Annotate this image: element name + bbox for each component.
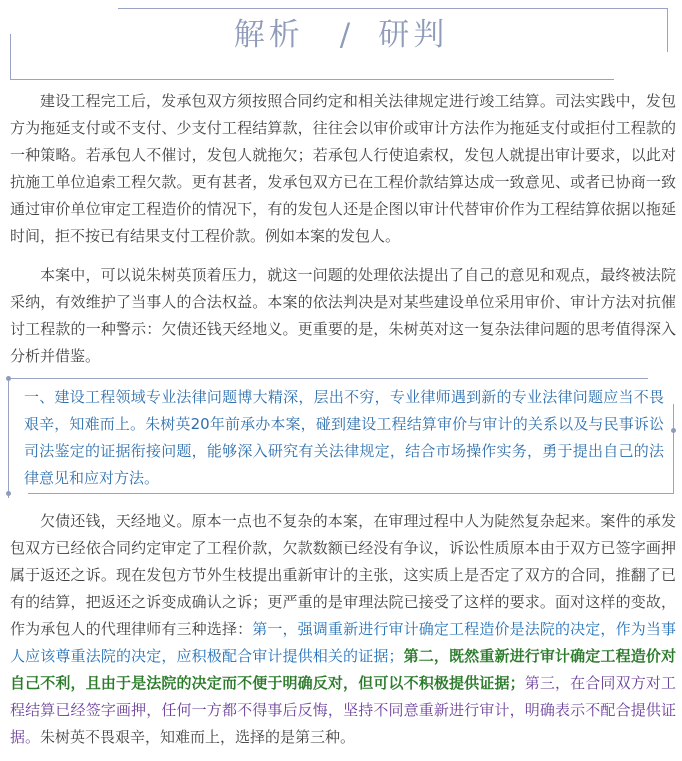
paragraph-3: [10, 508, 676, 751]
callout-bottom-border: [28, 493, 674, 494]
page-title: [0, 15, 682, 55]
title-right: 研判: [378, 17, 449, 53]
paragraph-2: 本案中，可以说朱树英顶着压力，就这一问题的处理依法提出了自己的意见和观点，最终被法院采纳，有效维护了当事人的合法权益。本案的依法判决是对某些建设单位采用审价、审计方法对抗催讨工程款的一种警示：欠债还钱天经地义。更重要的是，朱树英对这一复杂法律问题的思考值得深入分析并借鉴。: [10, 266, 676, 365]
callout-right-border: [673, 404, 674, 494]
callout-text: 一、建设工程领域专业法律问题博大精深，层出不穷，专业律师遇到新的专业法律问题应当不畏艰辛，知难而上。朱树英20年前承办本案，碰到建设工程结算审价与审计的关系以及与民事诉讼司法鉴定的证据衔接问题，能够深入研究有关法律规定，结合市场操作实务，勇于提出自己的法律意见和应对方法。: [24, 388, 664, 487]
callout-dot-top-left: [6, 376, 11, 381]
title-bottom-border: [10, 79, 614, 80]
callout-dot-right: [671, 428, 676, 433]
callout-dot-bottom-left: [6, 491, 11, 496]
title-top-border: [118, 8, 668, 9]
title-left: 解析: [233, 17, 304, 53]
title-separator: /: [339, 17, 355, 53]
paragraph-1: 建设工程完工后，发承包双方须按照合同约定和相关法律规定进行竣工结算。司法实践中，发包方为拖延支付或不支付、少支付工程结算款，往往会以审价或审计方法作为拖延支付或拒付工程款的一种策略。若承包人不催讨，发包人就拖欠；若承包人行使追索权，发包人就提出审计要求，以此对抗施工单位追索工程欠款。更有甚者，发承包双方已在工程价款结算达成一致意见、或者已协商一致通过审价单位审定工程造价的情况下，有的发包人还是企图以审计代替审价作为工程结算依据以拖延时间，拒不按已有结果支付工程价款。例如本案的发包人。: [10, 92, 676, 245]
callout-left-border: [8, 378, 9, 498]
option-2: 第二，既然重新进行审计确定工程造价对自己不利，且由于是法院的决定而不便于明确反对，但可以不积极提供证据；: [10, 647, 676, 692]
paragraph-3-intro: 欠债还钱，天经地义。原本一点也不复杂的本案，在审理过程中人为陡然复杂起来。案件的承发包双方已经依合同约定审定了工程价款，欠款数额已经没有争议，诉讼性质原本由于双方已签字画押属于返还之诉。现在发包方节外生枝提出重新审计的主张，这实质上是否定了双方的合同，推翻了已有的结算，把返还之诉变成确认之诉；更严重的是审理法院已接受了这样的要求。面对这样的变故，作为承包人的代理律师有三种选择：: [10, 512, 676, 638]
callout-top-border: [8, 378, 648, 379]
option-3: 第三，在合同双方对工程结算已经签字画押，任何一方都不得事后反悔，坚持不同意重新进行审计，明确表示不配合提供证据。: [10, 674, 676, 746]
option-1: 第一，强调重新进行审计确定工程造价是法院的决定，作为当事人应该尊重法院的决定，应积极配合审计提供相关的证据；: [10, 620, 676, 665]
paragraph-3-outro: 朱树英不畏艰辛，知难而上，选择的是第三种。: [40, 728, 356, 746]
